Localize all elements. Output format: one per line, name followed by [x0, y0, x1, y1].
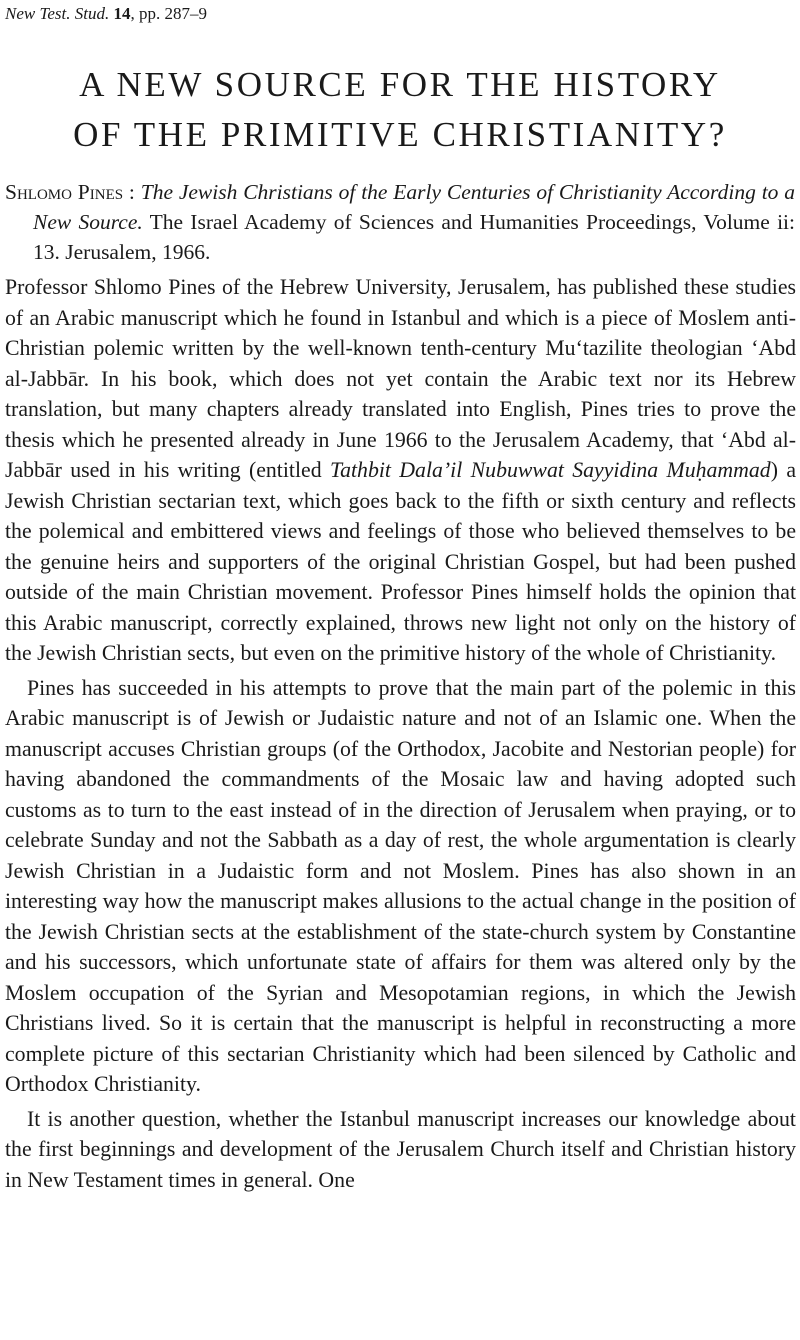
paragraph-1 — [5, 272, 796, 669]
paragraph-1-part-1: Professor Shlomo Pines of the Hebrew University, Jerusalem, has published these studies of an Arabic manuscript which he found in Istanbul and which is a piece of Moslem anti-Christian polemic written by the well-known tenth-century Mu‘tazilite theologian ‘Abd al-Jabbār. In his book, which does not yet contain the Arabic text nor its Hebrew translation, but many chapters already translated into English, Pines tries to prove the thesis which he presented already in June 1966 to the Jerusalem Academy, that ‘Abd al-Jabbār used in his writing (entitled — [5, 275, 796, 482]
citation-publisher: The Israel Academy of Sciences and Humanities Proceedings, Volume ii: 13. Jerusalem, 1966. — [33, 210, 795, 264]
paragraph-2: Pines has succeeded in his attempts to prove that the main part of the polemic in this Arabic manuscript is of Jewish or Judaistic nature and not of an Islamic one. When the manuscript accuses Christian groups (of the Orthodox, Jacobite and Nestorian people) for having abandoned the commandments of the Mosaic law and having adopted such customs as to turn to the east instead of in the direction of Jerusalem when praying, or to celebrate Sunday and not the Sabbath as a day of rest, the whole argumentation is clearly Jewish Christian in a Judaistic form and not Moslem. Pines has also shown in an interesting way how the manuscript makes allusions to the actual change in the position of the Jewish Christian sects at the establishment of the state-church system by Constantine and his successors, which unfortunate state of affairs for them was altered only by the Moslem occupation of the Syrian and Mesopotamian regions, in which the Jewish Christians lived. So it is certain that the manuscript is helpful in reconstructing a more complete picture of this sectarian Christianity which had been silenced by Catholic and Orthodox Christianity. — [5, 675, 796, 1096]
article-title — [0, 60, 800, 160]
book-citation — [5, 177, 795, 267]
page-range: , pp. 287–9 — [130, 4, 207, 23]
volume-number: 14 — [113, 4, 131, 23]
paragraph-1-italic-title: Tathbit Dala’il Nubuwwat Sayyidina Muḥammad — [329, 458, 771, 482]
review-body — [5, 272, 796, 1199]
title-line-2: OF THE PRIMITIVE CHRISTIANITY? — [73, 115, 727, 154]
journal-abbreviation: New Test. Stud. — [5, 4, 110, 23]
paragraph-3: It is another question, whether the Istanbul manuscript increases our knowledge about the first beginnings and development of the Jerusalem Church itself and Christian history in New Testament times in general. One — [5, 1106, 796, 1192]
citation-separator: : — [123, 180, 141, 204]
title-line-1: A NEW SOURCE FOR THE HISTORY — [79, 65, 721, 104]
running-head — [5, 4, 207, 24]
citation-author: Shlomo Pines — [5, 180, 124, 204]
citation-book-title: The Jewish Christians of the Early Centuries of Christianity According to a New Source. — [33, 180, 796, 234]
paragraph-1-part-2: ) a Jewish Christian sectarian text, which goes back to the fifth or sixth century and reflects the polemical and embittered views and feelings of those who believed themselves to be the genuine heirs and supporters of the original Christian Gospel, but had been pushed outside of the main Christian movement. Professor Pines himself holds the opinion that this Arabic manuscript, correctly explained, throws new light not only on the history of the Jewish Christian sects, but even on the primitive history of the whole of Christianity. — [5, 458, 796, 665]
